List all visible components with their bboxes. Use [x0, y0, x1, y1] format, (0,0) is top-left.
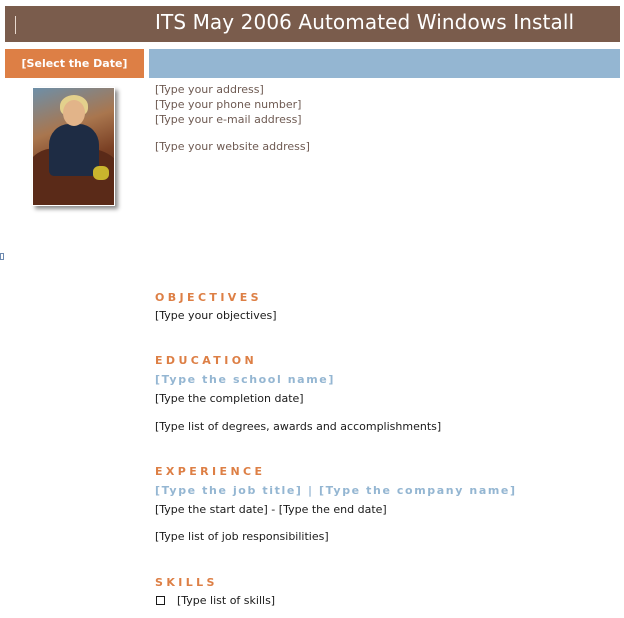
job-dates-field[interactable]: [Type the start date] - [Type the end date] — [155, 503, 387, 516]
text-cursor — [15, 16, 16, 34]
skills-heading: SKILLS — [155, 576, 218, 589]
skills-field[interactable]: [Type list of skills] — [177, 594, 276, 607]
title-bar — [5, 6, 620, 42]
job-title-company-field[interactable]: [Type the job title] | [Type the company name] — [155, 484, 517, 497]
photo-person-face — [63, 100, 85, 126]
responsibilities-field[interactable]: [Type list of job responsibilities] — [155, 530, 329, 543]
email-field[interactable]: [Type your e-mail address] — [155, 113, 302, 126]
degrees-field[interactable]: [Type list of degrees, awards and accomplishments] — [155, 420, 442, 433]
photo-person-torso — [49, 124, 99, 176]
photo-glove — [93, 166, 109, 180]
education-heading: EDUCATION — [155, 354, 258, 367]
address-field[interactable]: [Type your address] — [155, 83, 264, 96]
school-name-field[interactable]: [Type the school name] — [155, 373, 335, 386]
select-date-field[interactable]: [Select the Date] — [5, 49, 144, 78]
skills-bullet-checkbox[interactable] — [156, 596, 165, 605]
document-title[interactable]: ITS May 2006 Automated Windows Install — [155, 10, 575, 34]
objectives-field[interactable]: [Type your objectives] — [155, 309, 277, 322]
anchor-icon — [0, 253, 4, 260]
objectives-heading: OBJECTIVES — [155, 291, 262, 304]
experience-heading: EXPERIENCE — [155, 465, 266, 478]
phone-field[interactable]: [Type your phone number] — [155, 98, 302, 111]
accent-bar — [149, 49, 620, 78]
profile-photo[interactable] — [32, 87, 115, 206]
completion-date-field[interactable]: [Type the completion date] — [155, 392, 304, 405]
website-field[interactable]: [Type your website address] — [155, 140, 310, 153]
